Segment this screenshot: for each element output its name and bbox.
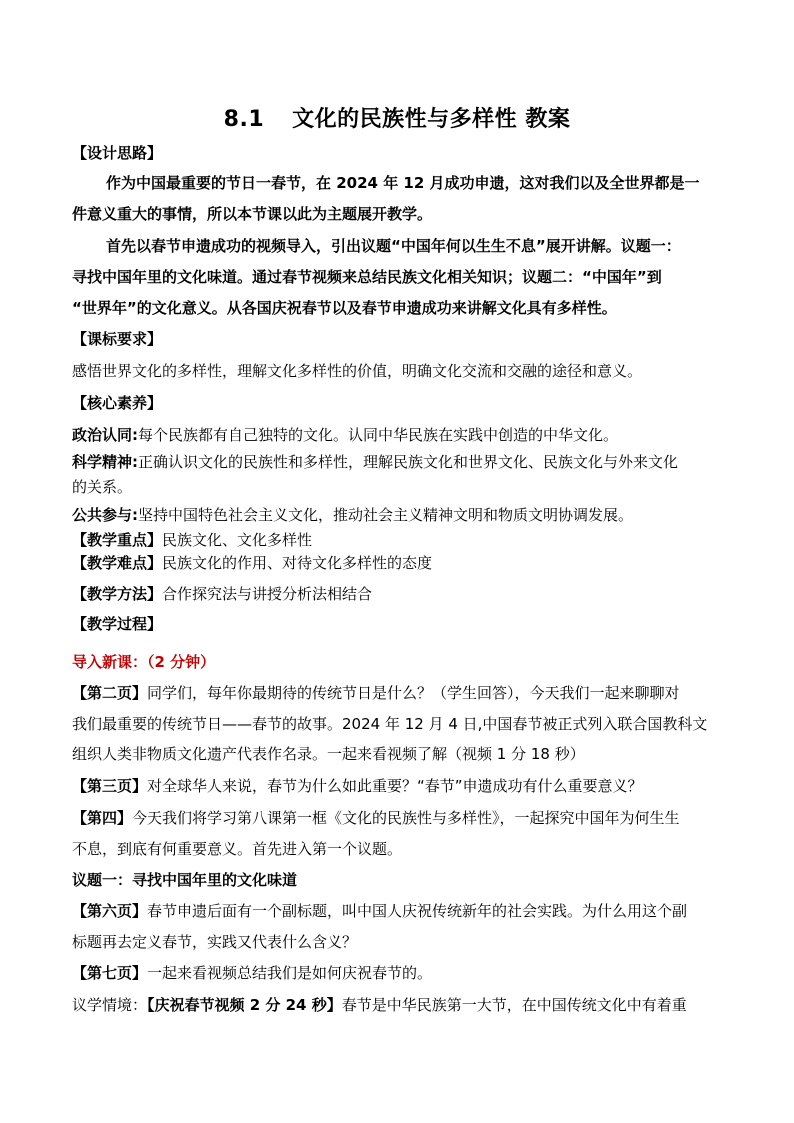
standard-heading: 【课标要求】: [72, 330, 163, 348]
page7-label: 【第七页】: [72, 964, 148, 982]
teaching-focus: [72, 530, 732, 550]
page4-label: 【第四】: [72, 809, 133, 827]
page7-line: [72, 963, 732, 983]
page7-text: 一起来看视频总结我们是如何庆祝春节的。: [147, 964, 433, 982]
situation-text: 春节是中华民族第一大节，在中国传统文化中有着重: [341, 996, 687, 1014]
literacy-public: [72, 505, 732, 525]
literacy-heading: 【核心素养】: [72, 394, 163, 412]
page6-line2: 标题再去定义春节，实践又代表什么含义？: [72, 933, 358, 951]
page3-label: 【第三页】: [72, 777, 148, 795]
page2-line2: 我们最重要的传统节日——春节的故事。2024 年 12 月 4 日,中国春节被正式列入联合国教科文: [72, 715, 708, 733]
design-p1-line1: 作为中国最重要的节日一春节，在 2024 年 12 月成功申遗，这对我们以及全世界都是一: [106, 174, 700, 192]
topic1-heading: 议题一：寻找中国年里的文化味道: [72, 871, 298, 889]
science-label: 科学精神:: [72, 453, 138, 471]
design-p1-line2: 件意义重大的事情，所以本节课以此为主题展开教学。: [72, 205, 433, 223]
page4-line2: 不息，到底有何重要意义。首先进入第一个议题。: [72, 840, 403, 858]
page2-text1: 同学们，每年你最期待的传统节日是什么？（学生回答），今天我们一起来聊聊对: [147, 684, 680, 702]
page-title: [0, 102, 794, 133]
page6-text1: 春节申遗后面有一个副标题，叫中国人庆祝传统新年的社会实践。为什么用这个副: [147, 902, 688, 920]
difficulty-label: 【教学难点】: [72, 554, 163, 572]
literacy-science-cont: 的关系。: [72, 478, 133, 496]
method-text: 合作探究法与讲授分析法相结合: [162, 585, 373, 603]
design-heading: 【设计思路】: [72, 144, 163, 162]
public-text: 坚持中国特色社会主义文化，推动社会主义精神文明和物质文明协调发展。: [138, 506, 634, 524]
focus-text: 民族文化、文化多样性: [162, 531, 313, 549]
difficulty-text: 民族文化的作用、对待文化多样性的态度: [162, 554, 433, 572]
design-p2-line3: “世界年”的文化意义。从各国庆祝春节以及春节申遗成功来讲解文化具有多样性。: [72, 299, 617, 317]
page4-text1: 今天我们将学习第八课第一框《文化的民族性与多样性》，一起探究中国年为何生生: [132, 809, 680, 827]
teaching-method: [72, 584, 732, 604]
focus-label: 【教学重点】: [72, 531, 163, 549]
page3-line: [72, 776, 732, 796]
page6-label: 【第六页】: [72, 902, 148, 920]
intro-heading: 导入新课：（2 分钟）: [72, 653, 216, 671]
title-text: 文化的民族性与多样性 教案: [292, 107, 571, 132]
situation-line: [72, 995, 732, 1015]
page3-text: 对全球华人来说，春节为什么如此重要？“春节”申遗成功有什么重要意义？: [147, 777, 643, 795]
process-heading: 【教学过程】: [72, 615, 163, 633]
situation-prefix: 议学情境：: [72, 996, 148, 1014]
situation-label: 【庆祝春节视频 2 分 24 秒】: [147, 996, 342, 1014]
political-text: 每个民族都有自己独特的文化。认同中华民族在实践中创造的中华文化。: [138, 426, 619, 444]
teaching-difficulty: [72, 553, 732, 573]
page6-line1: [72, 901, 732, 921]
page2-line3: 组织人类非物质文化遗产代表作名录。一起来看视频了解（视频 1 分 18 秒）: [72, 745, 585, 763]
political-label: 政治认同:: [72, 426, 138, 444]
standard-text: 感悟世界文化的多样性，理解文化多样性的价值，明确文化交流和交融的途径和意义。: [72, 362, 643, 380]
title-number: 8.1: [223, 107, 265, 132]
page4-line1: [72, 808, 732, 828]
design-p2-line2: 寻找中国年里的文化味道。通过春节视频来总结民族文化相关知识；议题二：“中国年”到: [72, 268, 662, 286]
public-label: 公共参与:: [72, 506, 138, 524]
method-label: 【教学方法】: [72, 585, 163, 603]
design-p2-line1: 首先以春节申遗成功的视频导入，引出议题“中国年何以生生不息”展开讲解。议题一：: [106, 237, 681, 255]
science-text: 正确认识文化的民族性和多样性，理解民族文化和世界文化、民族文化与外来文化: [138, 453, 679, 471]
page2-label: 【第二页】: [72, 684, 148, 702]
literacy-political: [72, 425, 732, 445]
page2-line1: [72, 683, 732, 703]
literacy-science: [72, 452, 732, 472]
